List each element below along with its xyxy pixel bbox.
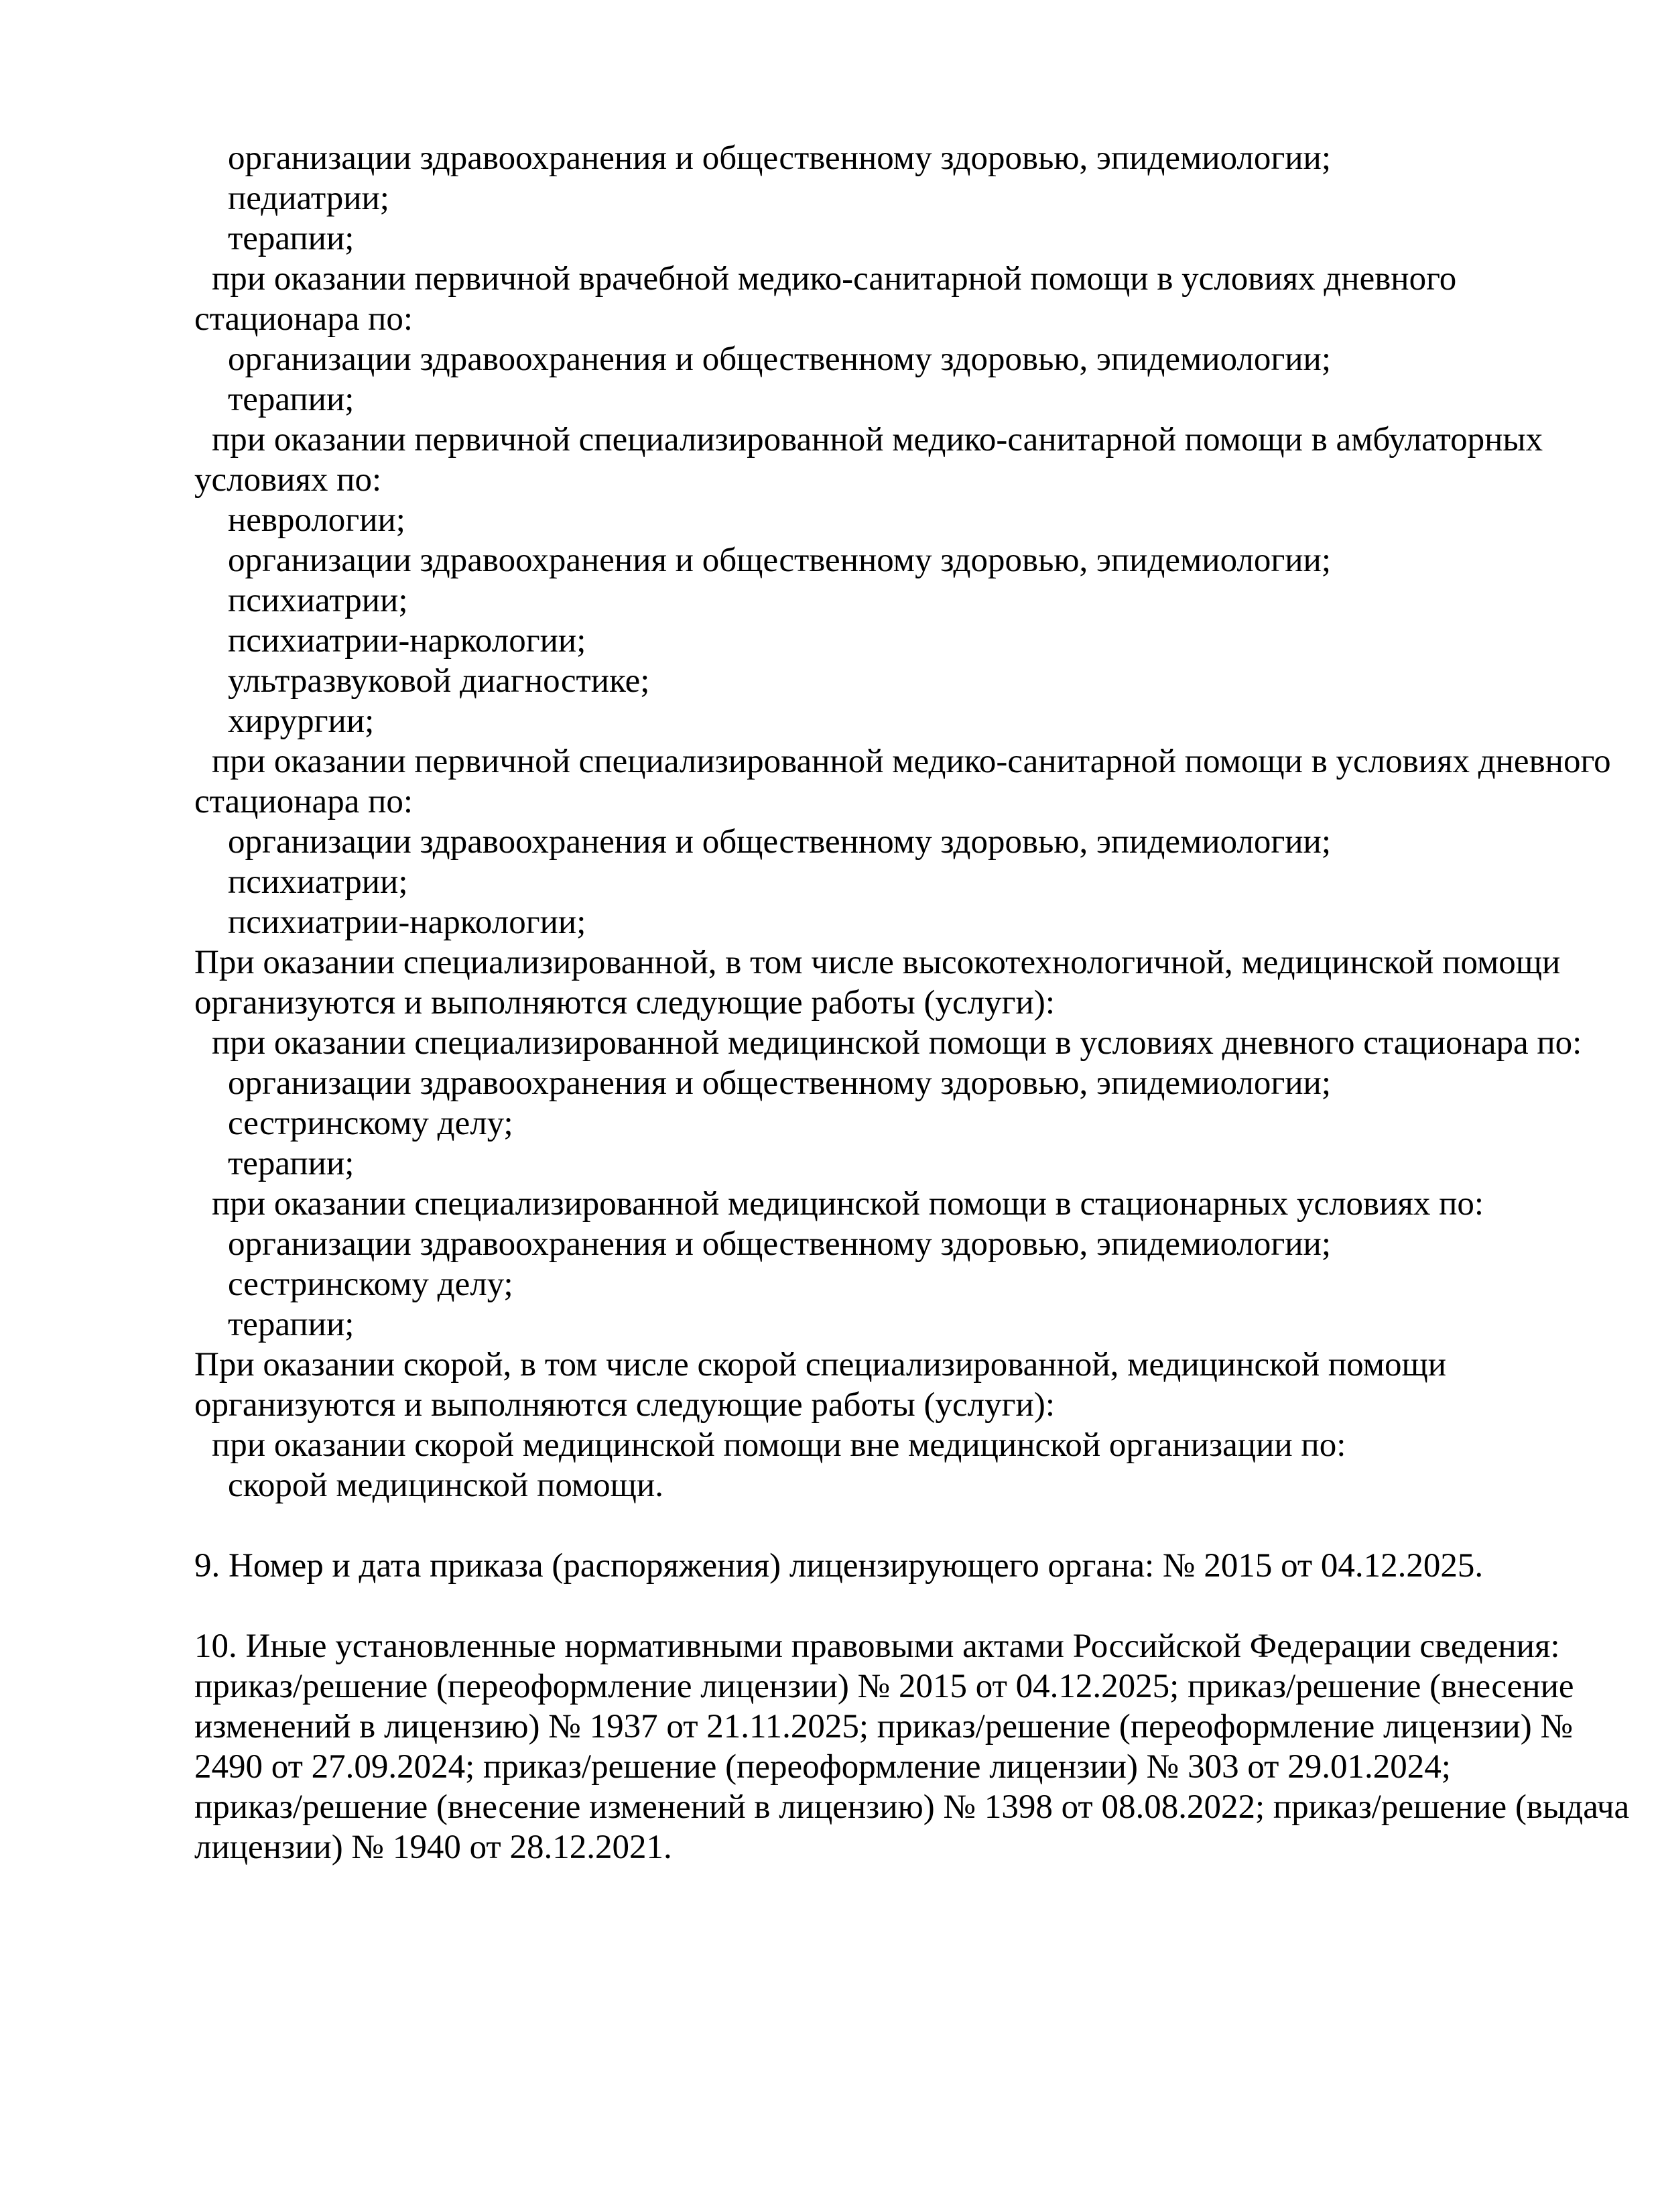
text-line: терапии; [228, 1306, 355, 1343]
text-line: При оказании специализированной, в том числе высокотехнологичной, медицинской помощи [194, 944, 1561, 981]
text-line: организуются и выполняются следующие работы (услуги): [194, 984, 1055, 1022]
text-line: при оказании скорой медицинской помощи вне медицинской организации по: [212, 1426, 1346, 1464]
text-line: стационара по: [194, 783, 413, 820]
text-line: При оказании скорой, в том числе скорой специализированной, медицинской помощи [194, 1346, 1447, 1384]
text-line: терапии; [228, 381, 355, 418]
text-line: при оказании первичной специализированной медико-санитарной помощи в амбулаторных [212, 421, 1543, 458]
text-line: сестринскому делу; [228, 1266, 513, 1303]
text-line: психиатрии; [228, 582, 408, 619]
text-line: 9. Номер и дата приказа (распоряжения) лицензирующего органа: № 2015 от 04.12.2025. [194, 1547, 1484, 1585]
text-line: при оказании первичной врачебной медико-санитарной помощи в условиях дневного [212, 260, 1457, 298]
text-line: хирургии; [228, 702, 375, 740]
text-line: сестринскому делу; [228, 1105, 513, 1142]
text-line: организуются и выполняются следующие работы (услуги): [194, 1386, 1055, 1424]
text-line: при оказании специализированной медицинской помощи в стационарных условиях по: [212, 1185, 1484, 1223]
text-line: организации здравоохранения и общественному здоровью, эпидемиологии; [228, 1225, 1332, 1263]
text-line: стационара по: [194, 300, 413, 338]
text-line: приказ/решение (внесение изменений в лицензию) № 1398 от 08.08.2022; приказ/решение (выдача [194, 1788, 1630, 1826]
text-line: скорой медицинской помощи. [228, 1467, 664, 1504]
text-line: организации здравоохранения и общественному здоровью, эпидемиологии; [228, 139, 1332, 177]
text-line: психиатрии-наркологии; [228, 904, 586, 941]
text-line: организации здравоохранения и общественному здоровью, эпидемиологии; [228, 542, 1332, 579]
text-line: организации здравоохранения и общественному здоровью, эпидемиологии; [228, 823, 1332, 861]
text-line: изменений в лицензию) № 1937 от 21.11.2025; приказ/решение (переоформление лицензии) № [194, 1708, 1574, 1745]
text-line: при оказании первичной специализированной медико-санитарной помощи в условиях дневного [212, 743, 1611, 780]
text-line: терапии; [228, 1145, 355, 1182]
text-line [194, 1506, 1588, 1546]
text-line: ультразвуковой диагностике; [228, 662, 650, 700]
text-line: приказ/решение (переоформление лицензии) № 2015 от 04.12.2025; приказ/решение (внесение [194, 1668, 1574, 1705]
text-line: условиях по: [194, 461, 382, 499]
text-line: педиатрии; [228, 180, 389, 217]
text-line: терапии; [228, 220, 355, 257]
text-line: лицензии) № 1940 от 28.12.2021. [194, 1829, 672, 1866]
text-line: неврологии; [228, 501, 405, 539]
text-line: 2490 от 27.09.2024; приказ/решение (переоформление лицензии) № 303 от 29.01.2024; [194, 1748, 1451, 1786]
text-line: организации здравоохранения и общественному здоровью, эпидемиологии; [228, 341, 1332, 378]
text-line: организации здравоохранения и общественному здоровью, эпидемиологии; [228, 1064, 1332, 1102]
text-line: при оказании специализированной медицинской помощи в условиях дневного стационара по: [212, 1024, 1582, 1062]
text-line: 10. Иные установленные нормативными правовыми актами Российской Федерации сведения: [194, 1627, 1560, 1665]
text-line: психиатрии-наркологии; [228, 622, 586, 660]
text-line: психиатрии; [228, 863, 408, 901]
text-line [194, 1586, 1588, 1626]
